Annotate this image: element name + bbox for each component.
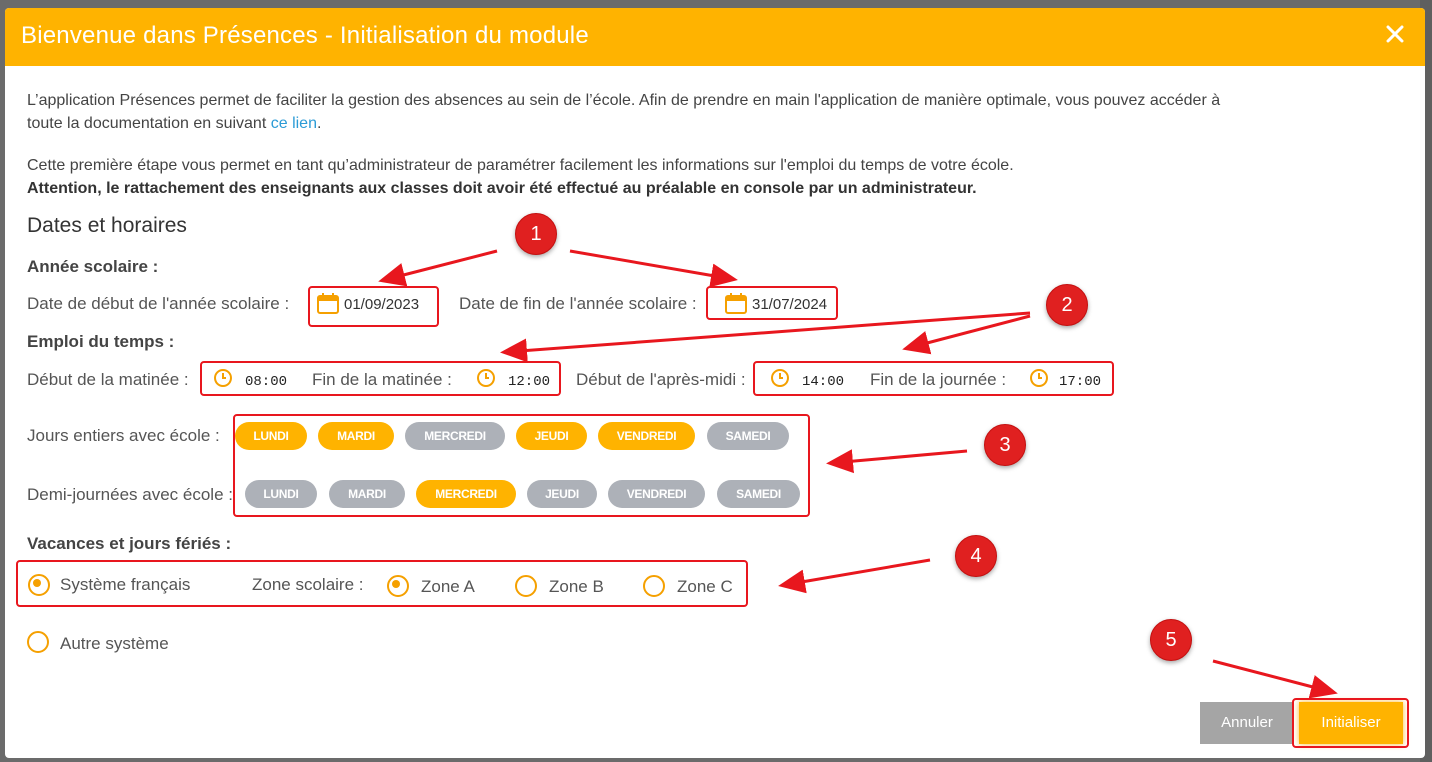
annotation-badge-5: 5 — [1150, 619, 1192, 661]
dialog-header — [5, 8, 1425, 66]
annotation-badge-3: 3 — [984, 424, 1026, 466]
cancel-button[interactable]: Annuler — [1200, 702, 1294, 744]
full-day-mercredi[interactable]: MERCREDI — [405, 422, 505, 450]
full-day-vendredi[interactable]: VENDREDI — [598, 422, 695, 450]
full-day-jeudi[interactable]: JEUDI — [516, 422, 587, 450]
half-day-jeudi[interactable]: JEUDI — [527, 480, 597, 508]
documentation-link[interactable]: ce lien — [270, 115, 317, 132]
close-icon[interactable] — [1379, 18, 1411, 50]
annotation-badge-1: 1 — [515, 213, 557, 255]
annotation-box-start-date — [308, 286, 439, 327]
annotation-box-holidays — [16, 560, 748, 607]
intro-line-2-suffix: . — [316, 115, 322, 132]
intro-line-3: Cette première étape vous permet en tant qu’administrateur de paramétrer facilement les informations sur l'emploi du temps de votre école. — [27, 157, 1014, 174]
section-title: Dates et horaires — [27, 214, 187, 237]
half-day-mardi[interactable]: MARDI — [329, 480, 405, 508]
day-end-value: 17:00 — [1059, 374, 1102, 390]
half-day-vendredi[interactable]: VENDREDI — [608, 480, 705, 508]
morning-end-label: Fin de la matinée : — [312, 370, 452, 389]
school-year-heading: Année scolaire : — [27, 257, 159, 276]
morning-start-label: Début de la matinée : — [27, 370, 189, 389]
warning-text: Attention, le rattachement des enseignants aux classes doit avoir été effectué au préalable en console par un administrateur. — [27, 180, 977, 197]
french-system-label: Système français — [60, 575, 191, 594]
other-system-radio[interactable] — [27, 631, 49, 653]
half-days-label: Demi-journées avec école : — [27, 485, 233, 504]
annotation-box-morning — [200, 361, 561, 396]
zone-b-label: Zone B — [549, 577, 604, 596]
initialiser-button[interactable]: Initialiser — [1299, 702, 1403, 744]
afternoon-start-label: Début de l'après-midi : — [576, 370, 746, 389]
annotation-box-afternoon — [753, 361, 1114, 396]
intro-line-1: L’application Présences permet de faciliter la gestion des absences au sein de l’école. Afin de prendre en main l'application de manière optimale, vous pouvez accéder à — [27, 92, 1221, 109]
zone-a-label: Zone A — [421, 577, 475, 596]
end-date-label: Date de fin de l'année scolaire : — [459, 294, 697, 313]
intro-line-2 — [27, 112, 321, 135]
annotation-box-end-date — [706, 286, 838, 320]
morning-start-value: 08:00 — [245, 374, 288, 390]
start-date-label: Date de début de l'année scolaire : — [27, 294, 290, 313]
half-day-mercredi[interactable]: MERCREDI — [416, 480, 516, 508]
full-day-lundi[interactable]: LUNDI — [235, 422, 307, 450]
annotation-box-submit — [1292, 698, 1409, 748]
full-day-samedi[interactable]: SAMEDI — [707, 422, 789, 450]
holidays-heading: Vacances et jours fériés : — [27, 534, 232, 553]
zone-c-label: Zone C — [677, 577, 733, 596]
half-day-lundi[interactable]: LUNDI — [245, 480, 317, 508]
annotation-box-days — [233, 414, 810, 517]
annotation-badge-4: 4 — [955, 535, 997, 577]
annotation-badge-2: 2 — [1046, 284, 1088, 326]
zone-label: Zone scolaire : — [252, 575, 364, 594]
start-date-value: 01/09/2023 — [344, 296, 420, 313]
dialog-title: Bienvenue dans Présences - Initialisation du module — [21, 22, 589, 49]
full-day-mardi[interactable]: MARDI — [318, 422, 394, 450]
full-days-label: Jours entiers avec école : — [27, 426, 220, 445]
afternoon-start-value: 14:00 — [802, 374, 845, 390]
day-end-label: Fin de la journée : — [870, 370, 1007, 389]
intro-line-2-prefix: toute la documentation en suivant — [27, 115, 271, 132]
morning-end-value: 12:00 — [508, 374, 551, 390]
timetable-heading: Emploi du temps : — [27, 332, 175, 351]
end-date-value: 31/07/2024 — [752, 296, 828, 313]
half-day-samedi[interactable]: SAMEDI — [717, 480, 800, 508]
other-system-label: Autre système — [60, 634, 169, 653]
